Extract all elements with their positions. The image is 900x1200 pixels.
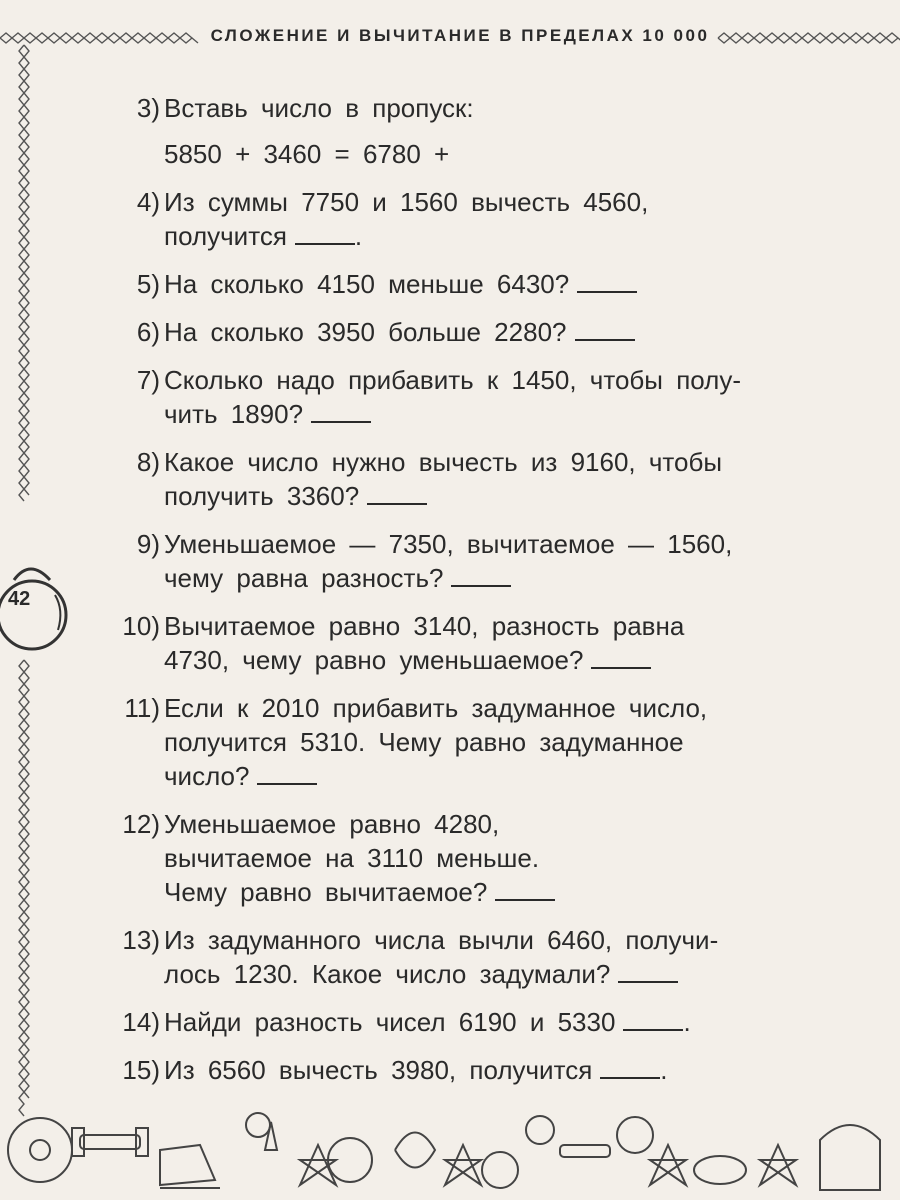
ball-icon	[526, 1116, 554, 1144]
task-text-line	[164, 644, 651, 677]
sports-doodles-footer	[0, 1090, 900, 1200]
star-icon	[650, 1145, 686, 1185]
task-number: 9)	[136, 529, 160, 559]
task-text: На сколько 3950 больше 2280?	[164, 317, 567, 347]
task-text: На сколько 4150 меньше 6430?	[164, 269, 570, 299]
task-item	[104, 808, 864, 907]
task-text: чему равна разность?	[164, 563, 444, 593]
boxing-glove-icon	[820, 1125, 880, 1190]
task-item	[104, 1054, 864, 1087]
answer-blank[interactable]	[591, 645, 651, 669]
task-text: лось 1230. Какое число задумали?	[164, 959, 611, 989]
task-number: 13)	[122, 925, 160, 955]
bowling-pin-icon	[265, 1122, 277, 1150]
task-text: Уменьшаемое — 7350, вычитаемое — 1560,	[164, 529, 733, 559]
task-item	[104, 692, 864, 791]
task-item	[104, 268, 864, 301]
task-item	[104, 364, 864, 430]
answer-blank[interactable]	[495, 877, 555, 901]
task-text-line	[164, 138, 449, 171]
task-text: Из задуманного числа вычли 6460, получи-	[164, 925, 719, 955]
task-number: 14)	[122, 1007, 160, 1037]
dumbbell-icon	[560, 1145, 610, 1157]
task-text: Сколько надо прибавить к 1450, чтобы полу-	[164, 365, 742, 395]
answer-blank[interactable]	[311, 399, 371, 423]
football-icon	[694, 1156, 746, 1184]
page-number: 42	[8, 588, 31, 610]
dumbbell-icon	[80, 1135, 140, 1149]
task-number: 7)	[136, 365, 160, 395]
task-text: число?	[164, 761, 250, 791]
task-text-line	[164, 220, 362, 253]
task-text: Чему равно вычитаемое?	[164, 877, 488, 907]
task-text: 4730, чему равно уменьшаемое?	[164, 645, 584, 675]
answer-blank[interactable]	[575, 317, 635, 341]
task-text-line	[164, 924, 718, 957]
task-item	[104, 92, 864, 169]
task-item	[104, 924, 864, 990]
task-text-line	[164, 1006, 691, 1039]
task-text-line	[164, 364, 741, 397]
task-text: Уменьшаемое равно 4280,	[164, 809, 500, 839]
task-text-line	[164, 316, 635, 349]
task-text-line	[164, 876, 555, 909]
period: .	[683, 1007, 691, 1037]
skate-icon	[160, 1145, 215, 1185]
task-text-line	[164, 958, 678, 991]
answer-blank[interactable]	[600, 1055, 660, 1079]
task-text-line	[164, 808, 499, 841]
page-title: СЛОЖЕНИЕ И ВЫЧИТАНИЕ В ПРЕДЕЛАХ 10 000	[210, 26, 710, 45]
task-text: 5850 + 3460 = 6780 +	[164, 139, 450, 169]
task-text: Если к 2010 прибавить задуманное число,	[164, 693, 708, 723]
task-text: Какое число нужно вычесть из 9160, чтобы	[164, 447, 723, 477]
task-text: чить 1890?	[164, 399, 304, 429]
task-text: Вычитаемое равно 3140, разность равна	[164, 611, 685, 641]
answer-blank[interactable]	[367, 481, 427, 505]
task-text-line	[164, 480, 427, 513]
star-icon	[760, 1145, 796, 1185]
task-number: 12)	[122, 809, 160, 839]
task-number: 6)	[136, 317, 160, 347]
task-text-line	[164, 1054, 668, 1087]
task-item	[104, 446, 864, 512]
task-text-line	[164, 446, 722, 479]
task-text: получить 3360?	[164, 481, 360, 511]
task-text-line	[164, 562, 511, 595]
task-text-line	[164, 610, 684, 643]
period: .	[354, 221, 363, 251]
answer-blank[interactable]	[623, 1007, 683, 1031]
period: .	[660, 1055, 668, 1085]
task-number: 10)	[122, 611, 160, 641]
task-text-line	[164, 398, 371, 431]
task-text: вычитаемое на 3110 меньше.	[164, 843, 540, 873]
task-number: 3)	[136, 93, 160, 123]
task-number: 8)	[136, 447, 160, 477]
task-item	[104, 316, 864, 349]
task-text: получится	[164, 221, 287, 251]
medal-icon	[482, 1152, 518, 1188]
task-item	[104, 1006, 864, 1039]
task-text-line	[164, 760, 317, 793]
task-item	[104, 186, 864, 252]
task-text-line	[164, 692, 707, 725]
task-text-line	[164, 268, 637, 301]
task-text: Из суммы 7750 и 1560 вычесть 4560,	[164, 187, 649, 217]
task-number: 15)	[122, 1055, 160, 1085]
answer-blank[interactable]	[451, 563, 511, 587]
answer-blank[interactable]	[295, 221, 355, 245]
task-item	[104, 528, 864, 594]
kettlebell-icon	[395, 1133, 435, 1168]
ball-icon	[246, 1113, 270, 1137]
stopwatch-icon	[617, 1117, 653, 1153]
task-text-line	[164, 842, 539, 875]
weight-plate-icon	[8, 1118, 72, 1182]
answer-blank[interactable]	[618, 959, 678, 983]
answer-blank[interactable]	[257, 761, 317, 785]
task-text-line	[164, 528, 732, 561]
task-text: Вставь число в пропуск:	[164, 93, 474, 123]
answer-blank[interactable]	[577, 269, 637, 293]
task-text-line	[164, 726, 684, 759]
task-text: Из 6560 вычесть 3980, получится	[164, 1055, 593, 1085]
task-text: получится 5310. Чему равно задуманное	[164, 727, 684, 757]
task-text: Найди разность чисел 6190 и 5330	[164, 1007, 616, 1037]
task-number: 5)	[136, 269, 160, 299]
task-number: 4)	[136, 187, 160, 217]
task-item	[104, 610, 864, 676]
task-number: 11)	[124, 693, 160, 723]
task-text-line	[164, 186, 648, 219]
task-text-line	[164, 92, 474, 125]
star-icon	[445, 1145, 481, 1185]
